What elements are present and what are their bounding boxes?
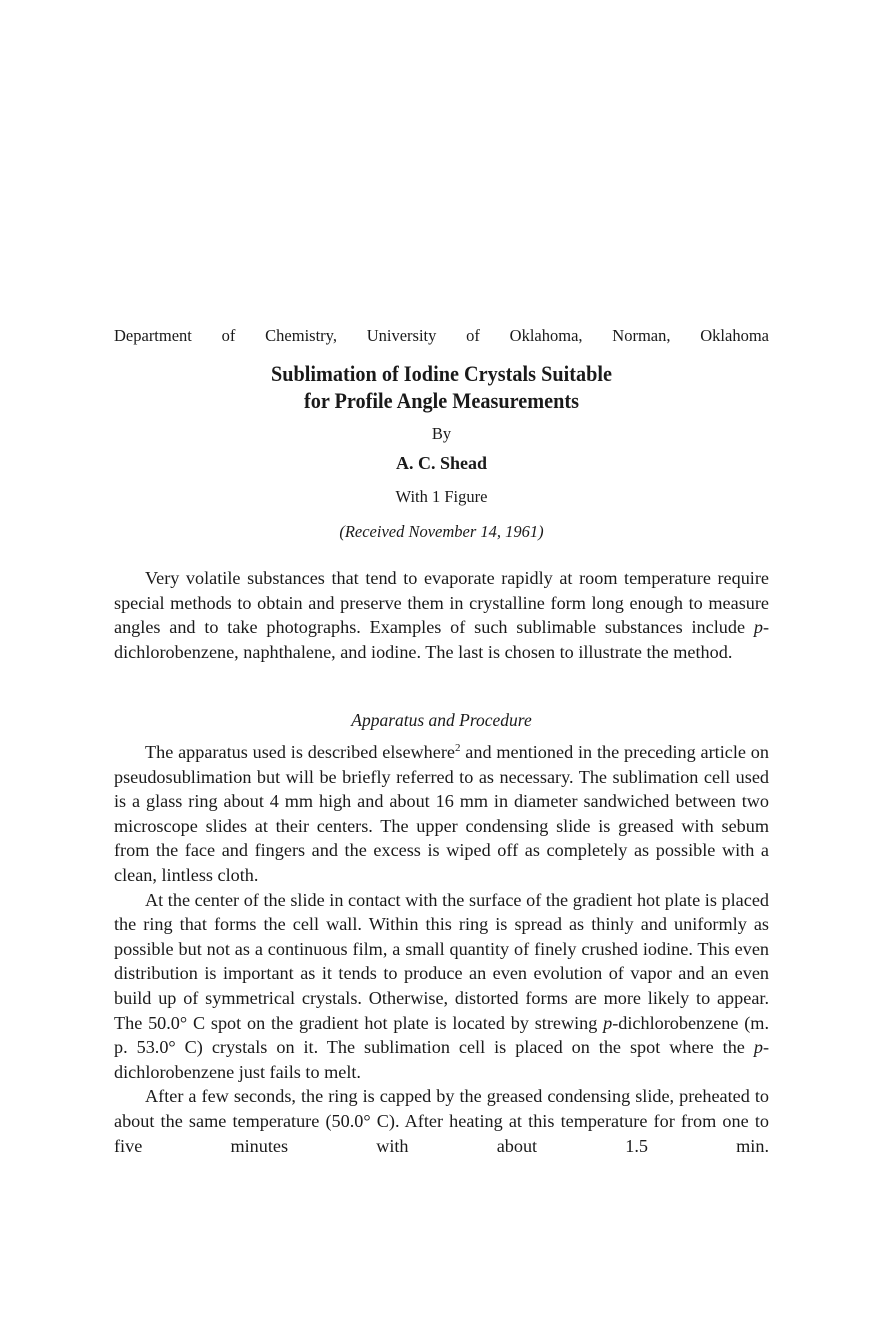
- intro-section: [114, 566, 769, 664]
- affiliation: Department of Chemistry, University of Oklahoma, Norman, Oklahoma: [114, 326, 769, 345]
- byline-label: By: [431, 424, 452, 443]
- section-heading: Apparatus and Procedure: [351, 710, 532, 730]
- intro-paragraph: Very volatile substances that tend to evaporate rapidly at room temperature require special methods to obtain and preserve them in crystalline form long enough to measure angles and to take photographs. Examples of such sublimable substances include p-dichlorobenzene, naphthalene, and iodine. The last is chosen to illustrate the method.: [114, 568, 769, 662]
- author-name: A. C. Shead: [395, 453, 488, 473]
- reference-marker: 2: [454, 741, 461, 754]
- figure-count-note: With 1 Figure: [395, 487, 488, 506]
- procedure-paragraph-2: At the center of the slide in contact with the surface of the gradient hot plate is placed the ring that forms the cell wall. Within this ring is spread as thinly and uniformly as possible but not as a continuous film, a small quantity of finely crushed iodine. This even distribution is important as it tends to produce an even evolution of vapor and an even build up of symmetrical crystals. Otherwise, distorted forms are more likely to appear. The 50.0° C spot on the gradient hot plate is located by strewing p-dichlorobenzene (m. p. 53.0° C) crystals on it. The sublimation cell is placed on the spot where the p-dichlorobenzene just fails to melt.: [114, 889, 769, 1082]
- received-date: (Received November 14, 1961): [339, 522, 544, 541]
- article-title: [147, 360, 737, 414]
- procedure-paragraph-3: After a few seconds, the ring is capped by the greased condensing slide, preheated to about the same temperature (50.0° C). After heating at this temperature for from one to five minutes with about 1.5 min.: [114, 1086, 769, 1156]
- title-line-1: Sublimation of Iodine Crystals Suitable: [271, 361, 612, 386]
- procedure-section: [114, 740, 769, 1158]
- procedure-paragraph-1: The apparatus used is described elsewhere$^2$ and mentioned in the preceding article on pseudosublimation but will be briefly referred to as necessary. The sublimation cell used is a glass ring about 4 mm high and about 16 mm in diameter sandwiched between two microscope slides at their centers. The upper condensing slide is greased with sebum from the face and fingers and the excess is wiped off as completely as possible with a clean, lintless cloth.: [114, 741, 769, 885]
- title-line-2: for Profile Angle Measurements: [303, 388, 580, 413]
